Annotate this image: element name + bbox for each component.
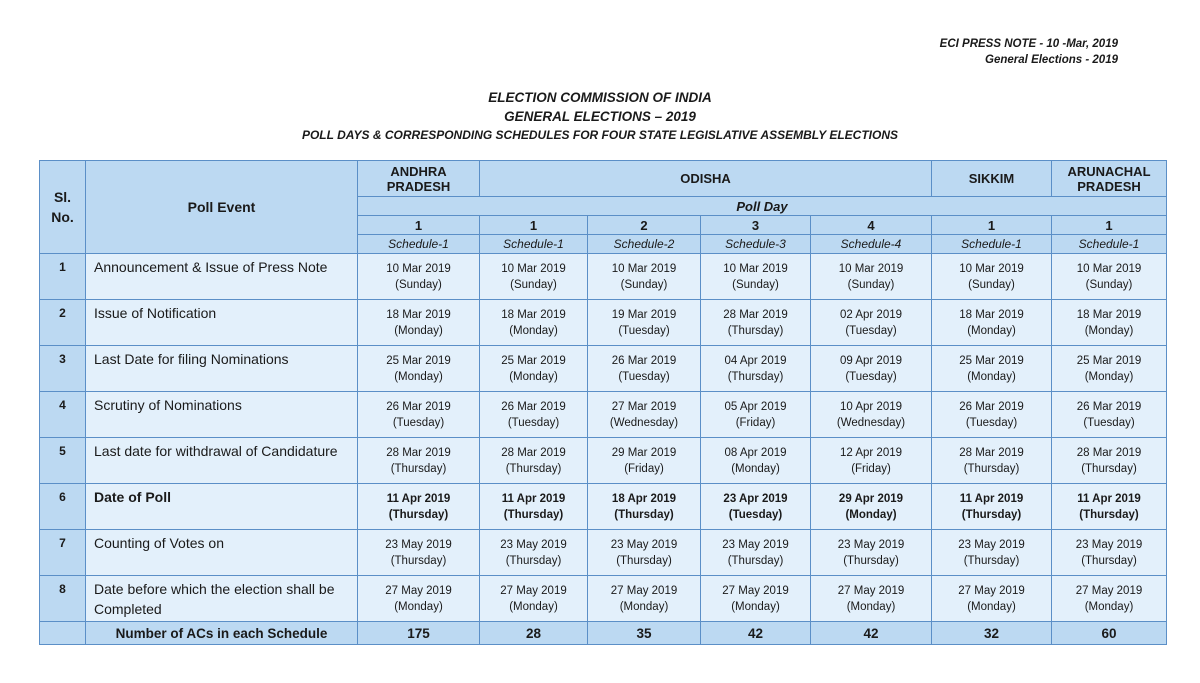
schedule-date-cell: [701, 484, 811, 530]
weekday-text: (Thursday): [616, 554, 672, 567]
weekday-text: (Monday): [394, 324, 443, 337]
row-serial-number: 6: [40, 484, 86, 530]
schedule-date-cell: [811, 576, 932, 622]
date-text: 08 Apr 2019: [724, 446, 787, 459]
date-text: 11 Apr 2019: [501, 492, 566, 505]
weekday-text: (Monday): [731, 600, 780, 613]
table-row: [40, 530, 1167, 576]
weekday-text: (Thursday): [614, 508, 674, 521]
date-text: 19 Mar 2019: [611, 308, 677, 321]
schedule-date-cell: [480, 484, 588, 530]
date-text: 26 Mar 2019: [959, 400, 1024, 413]
schedule-date-cell: [358, 392, 480, 438]
schedule-date-cell: [932, 530, 1052, 576]
schedule-date-cell: [932, 254, 1052, 300]
weekday-text: (Wednesday): [836, 416, 906, 429]
schedule-date-cell: [1052, 346, 1167, 392]
date-text: 10 Mar 2019: [611, 262, 677, 275]
table-row: [40, 484, 1167, 530]
row-poll-event: Issue of Notification: [86, 300, 358, 346]
weekday-text: (Tuesday): [392, 416, 445, 429]
schedule-date-cell: [588, 254, 701, 300]
date-text: 18 Mar 2019: [501, 308, 566, 321]
weekday-text: (Tuesday): [1083, 416, 1135, 429]
date-text: 28 Mar 2019: [1076, 446, 1142, 459]
date-text: 11 Apr 2019: [959, 492, 1024, 505]
date-text: 27 May 2019: [1075, 584, 1143, 597]
date-text: 10 Mar 2019: [838, 262, 904, 275]
schedule-label: Schedule-1: [932, 235, 1052, 254]
schedule-date-cell: [811, 346, 932, 392]
schedule-date-cell: [1052, 576, 1167, 622]
schedule-date-cell: [932, 346, 1052, 392]
schedule-date-cell: [932, 392, 1052, 438]
poll-day-number: 1: [480, 216, 588, 235]
poll-day-number: 1: [358, 216, 480, 235]
weekday-text: (Thursday): [1079, 508, 1139, 521]
weekday-text: (Sunday): [620, 278, 668, 291]
date-text: 28 Mar 2019: [501, 446, 566, 459]
schedule-date-cell: [358, 576, 480, 622]
date-text: 28 Mar 2019: [386, 446, 451, 459]
weekday-text: (Thursday): [963, 554, 1020, 567]
poll-day-number: 1: [1052, 216, 1167, 235]
table-row: [40, 300, 1167, 346]
weekday-text: (Sunday): [510, 278, 557, 291]
weekday-text: (Monday): [1084, 324, 1134, 337]
date-text: 10 Apr 2019: [839, 400, 903, 413]
date-text: 25 Mar 2019: [959, 354, 1024, 367]
schedule-date-cell: [588, 438, 701, 484]
weekday-text: (Thursday): [727, 370, 784, 383]
date-text: 11 Apr 2019: [1077, 492, 1141, 505]
state-header-row: [40, 161, 1167, 197]
ac-count: 35: [588, 622, 701, 645]
title-schedules: POLL DAYS & CORRESPONDING SCHEDULES FOR FOUR STATE LEGISLATIVE ASSEMBLY ELECTIONS: [301, 128, 899, 142]
schedule-date-cell: [1052, 484, 1167, 530]
date-text: 26 Mar 2019: [501, 400, 566, 413]
table-row: [40, 254, 1167, 300]
state-sikkim: SIKKIM: [932, 161, 1052, 197]
weekday-text: (Monday): [967, 370, 1016, 383]
weekday-text: (Thursday): [963, 462, 1020, 475]
ac-count: 42: [811, 622, 932, 645]
schedule-date-cell: [358, 530, 480, 576]
date-text: 10 Mar 2019: [1076, 262, 1142, 275]
weekday-text: (Thursday): [727, 324, 784, 337]
row-serial-number: 5: [40, 438, 86, 484]
weekday-text: (Thursday): [727, 554, 784, 567]
weekday-text: (Tuesday): [728, 508, 783, 521]
weekday-text: (Sunday): [847, 278, 895, 291]
schedule-date-cell: [932, 438, 1052, 484]
schedule-date-cell: [588, 346, 701, 392]
weekday-text: (Tuesday): [507, 416, 560, 429]
row-serial-number: 8: [40, 576, 86, 622]
date-text: 27 May 2019: [837, 584, 905, 597]
schedule-date-cell: [811, 484, 932, 530]
date-text: 02 Apr 2019: [839, 308, 903, 321]
schedule-date-cell: [480, 530, 588, 576]
date-text: 23 May 2019: [610, 538, 678, 551]
date-text: 18 Mar 2019: [1076, 308, 1142, 321]
date-text: 23 Apr 2019: [723, 492, 788, 505]
footer-row: [40, 622, 1167, 645]
date-text: 04 Apr 2019: [724, 354, 787, 367]
date-text: 11 Apr 2019: [386, 492, 451, 505]
row-poll-event: Scrutiny of Nominations: [86, 392, 358, 438]
schedule-date-cell: [588, 392, 701, 438]
weekday-text: (Sunday): [1085, 278, 1133, 291]
row-serial-number: 7: [40, 530, 86, 576]
weekday-text: (Thursday): [1081, 554, 1137, 567]
row-poll-event: Announcement & Issue of Press Note: [86, 254, 358, 300]
ac-count: 28: [480, 622, 588, 645]
weekday-text: (Monday): [509, 600, 558, 613]
schedule-date-cell: [1052, 392, 1167, 438]
schedule-date-cell: [932, 300, 1052, 346]
date-text: 18 Mar 2019: [959, 308, 1024, 321]
schedule-date-cell: [701, 392, 811, 438]
row-serial-number: 1: [40, 254, 86, 300]
date-text: 28 Mar 2019: [723, 308, 788, 321]
row-serial-number: 3: [40, 346, 86, 392]
weekday-text: (Thursday): [843, 554, 899, 567]
date-text: 27 May 2019: [958, 584, 1025, 597]
date-text: 25 Mar 2019: [501, 354, 566, 367]
schedule-date-cell: [1052, 300, 1167, 346]
weekday-text: (Thursday): [505, 554, 562, 567]
table-row: [40, 346, 1167, 392]
schedule-date-cell: [811, 438, 932, 484]
weekday-text: (Thursday): [388, 508, 449, 521]
weekday-text: (Tuesday): [965, 416, 1018, 429]
schedule-date-cell: [701, 254, 811, 300]
date-text: 23 May 2019: [837, 538, 905, 551]
weekday-text: (Monday): [845, 508, 897, 521]
ac-count: 175: [358, 622, 480, 645]
row-poll-event: Last Date for filing Nominations: [86, 346, 358, 392]
state-odisha: ODISHA: [480, 161, 932, 197]
weekday-text: (Friday): [735, 416, 776, 429]
schedule-date-cell: [358, 300, 480, 346]
date-text: 28 Mar 2019: [959, 446, 1024, 459]
date-text: 25 Mar 2019: [386, 354, 451, 367]
date-text: 27 Mar 2019: [611, 400, 677, 413]
weekday-text: (Tuesday): [845, 370, 897, 383]
date-text: 26 Mar 2019: [611, 354, 677, 367]
weekday-text: (Tuesday): [618, 324, 670, 337]
weekday-text: (Monday): [619, 600, 669, 613]
schedule-label: Schedule-1: [358, 235, 480, 254]
row-poll-event: Date of Poll: [86, 484, 358, 530]
schedule-date-cell: [358, 438, 480, 484]
schedule-date-cell: [358, 484, 480, 530]
row-poll-event: Date before which the election shall be Completed: [86, 576, 358, 622]
title-commission: ELECTION COMMISSION OF INDIA: [488, 90, 712, 105]
weekday-text: (Thursday): [503, 508, 564, 521]
weekday-text: (Monday): [1084, 370, 1134, 383]
date-text: 10 Mar 2019: [723, 262, 788, 275]
weekday-text: (Thursday): [1081, 462, 1137, 475]
weekday-text: (Sunday): [395, 278, 442, 291]
schedule-date-cell: [1052, 438, 1167, 484]
date-text: 27 May 2019: [610, 584, 678, 597]
weekday-text: (Thursday): [390, 554, 447, 567]
weekday-text: (Friday): [624, 462, 664, 475]
weekday-text: (Monday): [846, 600, 896, 613]
date-text: 10 Mar 2019: [386, 262, 451, 275]
row-poll-event: Counting of Votes on: [86, 530, 358, 576]
press-note-header: [940, 36, 1118, 68]
row-serial-number: 4: [40, 392, 86, 438]
weekday-text: (Monday): [394, 600, 443, 613]
press-note-subline: General Elections - 2019: [985, 54, 1118, 66]
date-text: 12 Apr 2019: [839, 446, 903, 459]
weekday-text: (Thursday): [390, 462, 447, 475]
row-serial-number: 2: [40, 300, 86, 346]
schedule-label: Schedule-4: [811, 235, 932, 254]
schedule-date-cell: [588, 576, 701, 622]
schedule-date-cell: [480, 300, 588, 346]
poll-event-header: Poll Event: [86, 161, 358, 254]
date-text: 10 Mar 2019: [501, 262, 566, 275]
table-row: [40, 438, 1167, 484]
weekday-text: (Monday): [967, 324, 1016, 337]
ac-count: 32: [932, 622, 1052, 645]
schedule-date-cell: [932, 576, 1052, 622]
date-text: 23 May 2019: [500, 538, 567, 551]
schedule-label: Schedule-3: [701, 235, 811, 254]
date-text: 29 Mar 2019: [611, 446, 677, 459]
state-andhra-pradesh: ANDHRA PRADESH: [358, 161, 480, 197]
ac-count: 60: [1052, 622, 1167, 645]
poll-day-label: Poll Day: [358, 197, 1167, 216]
schedule-date-cell: [480, 576, 588, 622]
date-text: 09 Apr 2019: [839, 354, 903, 367]
footer-blank-cell: [40, 622, 86, 645]
schedule-date-cell: [588, 530, 701, 576]
weekday-text: (Thursday): [961, 508, 1022, 521]
state-arunachal-pradesh: ARUNACHAL PRADESH: [1052, 161, 1167, 197]
poll-day-number: 1: [932, 216, 1052, 235]
schedule-date-cell: [588, 484, 701, 530]
row-poll-event: Last date for withdrawal of Candidature: [86, 438, 358, 484]
schedule-date-cell: [701, 530, 811, 576]
poll-day-number: 2: [588, 216, 701, 235]
date-text: 23 May 2019: [1075, 538, 1143, 551]
schedule-label: Schedule-2: [588, 235, 701, 254]
date-text: 23 May 2019: [385, 538, 452, 551]
weekday-text: (Tuesday): [845, 324, 897, 337]
table-row: [40, 576, 1167, 622]
schedule-date-cell: [1052, 530, 1167, 576]
weekday-text: (Monday): [509, 324, 558, 337]
footer-label: Number of ACs in each Schedule: [86, 622, 358, 645]
schedule-date-cell: [811, 300, 932, 346]
weekday-text: (Sunday): [968, 278, 1015, 291]
weekday-text: (Tuesday): [618, 370, 670, 383]
schedule-date-cell: [358, 254, 480, 300]
schedule-date-cell: [588, 300, 701, 346]
weekday-text: (Monday): [509, 370, 558, 383]
weekday-text: (Monday): [1084, 600, 1134, 613]
ac-count: 42: [701, 622, 811, 645]
sl-no-header: Sl. No.: [40, 161, 86, 254]
schedule-date-cell: [480, 438, 588, 484]
weekday-text: (Monday): [967, 600, 1016, 613]
schedule-date-cell: [480, 346, 588, 392]
date-text: 23 May 2019: [722, 538, 789, 551]
schedule-label: Schedule-1: [480, 235, 588, 254]
schedule-date-cell: [701, 346, 811, 392]
date-text: 27 May 2019: [722, 584, 789, 597]
weekday-text: (Monday): [731, 462, 780, 475]
weekday-text: (Monday): [394, 370, 443, 383]
date-text: 18 Mar 2019: [386, 308, 451, 321]
date-text: 25 Mar 2019: [1076, 354, 1142, 367]
schedule-date-cell: [480, 392, 588, 438]
weekday-text: (Sunday): [732, 278, 779, 291]
schedule-date-cell: [811, 392, 932, 438]
poll-day-number: 4: [811, 216, 932, 235]
schedule-table: [39, 160, 1167, 645]
date-text: 27 May 2019: [385, 584, 452, 597]
schedule-date-cell: [811, 530, 932, 576]
weekday-text: (Thursday): [505, 462, 562, 475]
weekday-text: (Friday): [851, 462, 891, 475]
poll-day-number: 3: [701, 216, 811, 235]
schedule-date-cell: [1052, 254, 1167, 300]
date-text: 27 May 2019: [500, 584, 567, 597]
schedule-date-cell: [701, 438, 811, 484]
date-text: 10 Mar 2019: [959, 262, 1024, 275]
schedule-date-cell: [480, 254, 588, 300]
table-row: [40, 392, 1167, 438]
press-note-line: ECI PRESS NOTE - 10 -Mar, 2019: [939, 38, 1118, 50]
title-elections: GENERAL ELECTIONS – 2019: [504, 109, 696, 124]
date-text: 26 Mar 2019: [386, 400, 451, 413]
schedule-date-cell: [701, 576, 811, 622]
schedule-date-cell: [701, 300, 811, 346]
date-text: 23 May 2019: [958, 538, 1025, 551]
date-text: 18 Apr 2019: [611, 492, 677, 505]
date-text: 05 Apr 2019: [724, 400, 787, 413]
schedule-date-cell: [358, 346, 480, 392]
date-text: 26 Mar 2019: [1076, 400, 1142, 413]
schedule-date-cell: [811, 254, 932, 300]
schedule-date-cell: [932, 484, 1052, 530]
schedule-label: Schedule-1: [1052, 235, 1167, 254]
weekday-text: (Wednesday): [609, 416, 679, 429]
document-titles: [0, 88, 1200, 144]
date-text: 29 Apr 2019: [838, 492, 904, 505]
